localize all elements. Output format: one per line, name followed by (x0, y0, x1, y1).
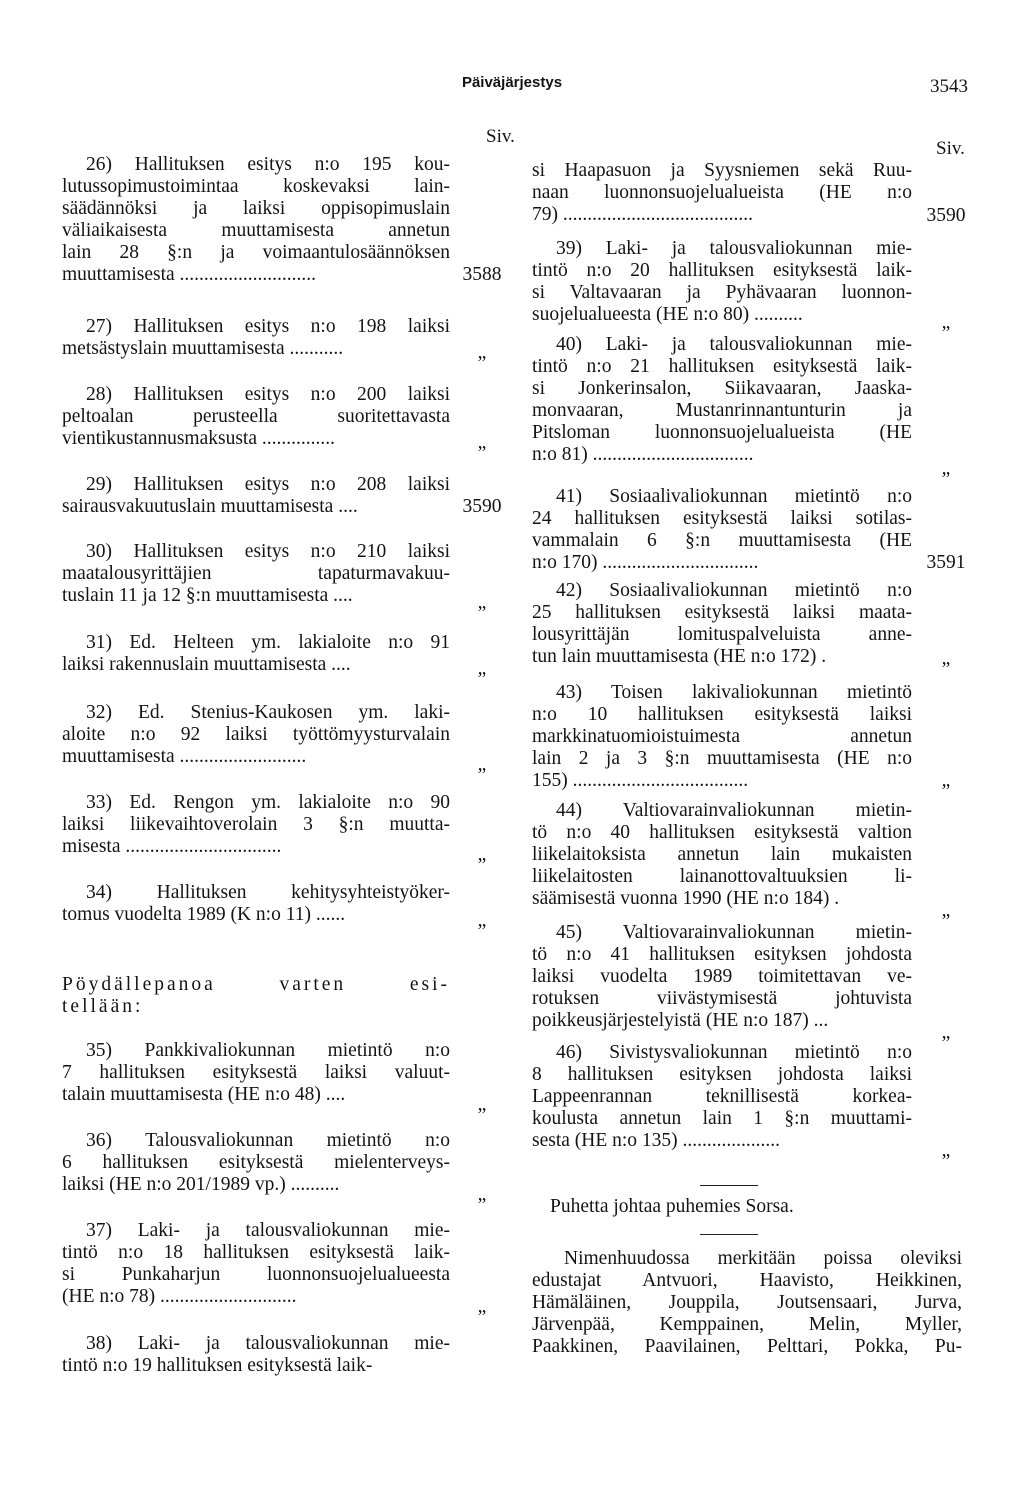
text-line: muuttamisesta .......................... (62, 746, 307, 767)
text-line: si Valtavaaran ja Pyhävaaran luonnon- (532, 282, 912, 303)
page-ref-34: „ (477, 910, 487, 931)
text-line: 8 hallituksen esityksen johdosta laiksi (532, 1064, 912, 1085)
text-line: laiksi liikevaihtoverolain 3 §:n muutta- (62, 814, 450, 835)
page-number: 3543 (930, 76, 968, 97)
text-line: lain 28 §:n ja voimaantulosäännöksen (62, 242, 450, 263)
text-line: metsästyslain muuttamisesta ........... (62, 338, 344, 359)
text-line: poikkeusjärjestelyistä (HE n:o 187) ... (532, 1010, 829, 1031)
agenda-item-29 (62, 474, 450, 518)
text-line: tomus vuodelta 1989 (K n:o 11) ...... (62, 904, 346, 925)
rollcall-paragraph (532, 1248, 962, 1358)
text-line: sesta (HE n:o 135) .................... (532, 1130, 781, 1151)
page-ref-45: „ (941, 1022, 951, 1043)
agenda-item-28 (62, 384, 450, 450)
text-line: tintö n:o 21 hallituksen esityksestä laik- (532, 356, 912, 377)
text-line: laiksi rakennuslain muuttamisesta .... (62, 654, 351, 675)
text-line: koulusta annetun lain 1 §:n muuttami- (532, 1108, 912, 1129)
text-line: 43) Toisen lakivaliokunnan mietintö (556, 682, 912, 703)
agenda-item-44 (532, 800, 912, 910)
text-line: lousyrittäjän lomituspalveluista anne- (532, 624, 912, 645)
text-line: tintö n:o 18 hallituksen esityksestä laik- (62, 1242, 450, 1263)
agenda-item-26 (62, 154, 450, 286)
page-ref-41: 3591 (926, 552, 966, 573)
text-line: si Haapasuon ja Syysniemen sekä Ruu- (532, 160, 912, 181)
text-line: n:o 170) ................................ (532, 552, 759, 573)
text-line: naan luonnonsuojelualueista (HE n:o (532, 182, 912, 203)
section-divider (700, 1234, 758, 1235)
text-line: peltoalan perusteella suoritettavasta (62, 406, 450, 427)
agenda-item-34 (62, 882, 450, 926)
text-line: Pitsloman luonnonsuojelualueista (HE (532, 422, 912, 443)
text-line: 46) Sivistysvaliokunnan mietintö n:o (556, 1042, 912, 1063)
text-line: si Punkaharjun luonnonsuojelualueesta (62, 1264, 450, 1285)
text-line: tö n:o 40 hallituksen esityksestä valtion (532, 822, 912, 843)
text-line: 155) .................................... (532, 770, 749, 791)
text-line: säädännöksi ja laiksi oppisopimuslain (62, 198, 450, 219)
text-line: Lappeenrannan teknillisestä korkea- (532, 1086, 912, 1107)
text-line: vammalain 6 §:n muuttamisesta (HE (532, 530, 912, 551)
text-line: si Jonkerinsalon, Siikavaaran, Jaaska- (532, 378, 912, 399)
text-line: 27) Hallituksen esitys n:o 198 laiksi (86, 316, 450, 337)
text-line: 36) Talousvaliokunnan mietintö n:o (86, 1130, 450, 1151)
text-line: lain 2 ja 3 §:n muuttamisesta (HE n:o (532, 748, 912, 769)
agenda-item-36 (62, 1130, 450, 1196)
text-line: misesta ................................ (62, 836, 282, 857)
text-line: (HE n:o 78) ............................ (62, 1286, 297, 1307)
agenda-item-32 (62, 702, 450, 768)
agenda-item-31 (62, 632, 450, 676)
page-ref-28: „ (477, 432, 487, 453)
text-line: 42) Sosiaalivaliokunnan mietintö n:o (556, 580, 912, 601)
page-ref-31: „ (477, 658, 487, 679)
agenda-item-27 (62, 316, 450, 360)
text-line: 44) Valtiovarainvaliokunnan mietin- (556, 800, 912, 821)
page-ref-26: 3588 (462, 264, 502, 285)
page-ref-44: „ (941, 900, 951, 921)
text-line: Järvenpää, Kemppainen, Melin, Myller, (532, 1314, 962, 1335)
text-line: tintö n:o 20 hallituksen esityksestä laik- (532, 260, 912, 281)
text-line: 30) Hallituksen esitys n:o 210 laiksi (86, 541, 450, 562)
text-line: 35) Pankkivaliokunnan mietintö n:o (86, 1040, 450, 1061)
text-line: 7 hallituksen esityksestä laiksi valuut- (62, 1062, 450, 1083)
text-line: 31) Ed. Helteen ym. lakialoite n:o 91 (86, 632, 450, 653)
text-line: laiksi vuodelta 1989 toimitettavan ve- (532, 966, 912, 987)
agenda-item-38 (62, 1333, 450, 1377)
text-line: laiksi (HE n:o 201/1989 vp.) .......... (62, 1174, 340, 1195)
text-line: 29) Hallituksen esitys n:o 208 laiksi (86, 474, 450, 495)
text-line: säämisestä vuonna 1990 (HE n:o 184) . (532, 888, 840, 909)
text-line: suojelualueesta (HE n:o 80) .......... (532, 304, 803, 325)
text-line: 41) Sosiaalivaliokunnan mietintö n:o (556, 486, 912, 507)
text-line: 24 hallituksen esityksestä laiksi sotilas- (532, 508, 912, 529)
page-ref-37: „ (477, 1296, 487, 1317)
text-line: väliaikaisesta muuttamisesta annetun (62, 220, 450, 241)
text-line: 40) Laki- ja talousvaliokunnan mie- (556, 334, 912, 355)
agenda-item-43 (532, 682, 912, 792)
text-line: 6 hallituksen esityksestä mielenterveys- (62, 1152, 450, 1173)
agenda-item-39 (532, 238, 912, 326)
column-label-right: Siv. (936, 138, 965, 159)
text-line: 33) Ed. Rengon ym. lakialoite n:o 90 (86, 792, 450, 813)
text-line: n:o 10 hallituksen esityksestä laiksi (532, 704, 912, 725)
agenda-item-33 (62, 792, 450, 858)
section-divider (700, 1185, 758, 1186)
text-line: edustajat Antvuori, Haavisto, Heikkinen, (532, 1270, 962, 1291)
chair-note: Puhetta johtaa puhemies Sorsa. (550, 1196, 794, 1217)
text-line: 45) Valtiovarainvaliokunnan mietin- (556, 922, 912, 943)
text-line: n:o 81) ................................. (532, 444, 754, 465)
text-line: muuttamisesta ............................ (62, 264, 317, 285)
text-line: markkinatuomioistuimesta annetun (532, 726, 912, 747)
text-line: aloite n:o 92 laiksi työttömyysturvalain (62, 724, 450, 745)
text-line: monvaaran, Mustanrinnantunturin ja (532, 400, 912, 421)
text-line: 39) Laki- ja talousvaliokunnan mie- (556, 238, 912, 259)
agenda-item-41 (532, 486, 912, 574)
text-line: tö n:o 41 hallituksen esityksen johdosta (532, 944, 912, 965)
text-line: 38) Laki- ja talousvaliokunnan mie- (86, 1333, 450, 1354)
page-ref-38: 3590 (926, 205, 966, 226)
page-ref-30: „ (477, 592, 487, 613)
page-ref-32: „ (477, 754, 487, 775)
text-line: 26) Hallituksen esitys n:o 195 kou- (86, 154, 450, 175)
text-line: vientikustannusmaksusta ............... (62, 428, 335, 449)
page-ref-35: „ (477, 1094, 487, 1115)
text-line: 79) ....................................... (532, 204, 753, 225)
text-line: Paakkinen, Paavilainen, Pelttari, Pokka, Pu- (532, 1336, 962, 1357)
page-ref-43: „ (941, 770, 951, 791)
page-title: Päiväjärjestys (461, 74, 563, 91)
text-line: 28) Hallituksen esitys n:o 200 laiksi (86, 384, 450, 405)
agenda-item-38-continued (532, 160, 912, 226)
page-ref-36: „ (477, 1184, 487, 1205)
text-line: liikelaitosten lainanottovaltuuksien li- (532, 866, 912, 887)
agenda-item-35 (62, 1040, 450, 1106)
tabling-heading: Pöydällepanoa varten esi- tellään: (62, 974, 450, 1017)
agenda-item-30 (62, 541, 450, 607)
text-line: 32) Ed. Stenius-Kaukosen ym. laki- (86, 702, 450, 723)
text-line: Nimenhuudossa merkitään poissa oleviksi (564, 1248, 962, 1269)
text-line: tuslain 11 ja 12 §:n muuttamisesta .... (62, 585, 353, 606)
text-line: maatalousyrittäjien tapaturmavakuu- (62, 563, 450, 584)
page-ref-29: 3590 (462, 496, 502, 517)
text-line: tun lain muuttamisesta (HE n:o 172) . (532, 646, 827, 667)
page-ref-42: „ (941, 648, 951, 669)
agenda-item-45 (532, 922, 912, 1032)
page-ref-33: „ (477, 844, 487, 865)
text-line: rotuksen viivästymisestä johtuvista (532, 988, 912, 1009)
text-line: 34) Hallituksen kehitysyhteistyöker- (86, 882, 450, 903)
agenda-item-46 (532, 1042, 912, 1152)
page-ref-39: „ (941, 312, 951, 333)
page-ref-46: „ (941, 1140, 951, 1161)
text-line: lutussopimustoimintaa koskevaksi lain- (62, 176, 450, 197)
text-line: tintö n:o 19 hallituksen esityksestä laik- (62, 1355, 373, 1376)
agenda-item-37 (62, 1220, 450, 1308)
column-label-left: Siv. (486, 126, 515, 147)
text-line: liikelaitoksista annetun lain mukaisten (532, 844, 912, 865)
agenda-item-40 (532, 334, 912, 466)
page-ref-27: „ (477, 342, 487, 363)
text-line: Hämäläinen, Jouppila, Joutsensaari, Jurva, (532, 1292, 962, 1313)
agenda-item-42 (532, 580, 912, 668)
text-line: 37) Laki- ja talousvaliokunnan mie- (86, 1220, 450, 1241)
page-ref-40: „ (941, 458, 951, 479)
text-line: 25 hallituksen esityksestä laiksi maata- (532, 602, 912, 623)
text-line: sairausvakuutuslain muuttamisesta .... (62, 496, 358, 517)
text-line: talain muuttamisesta (HE n:o 48) .... (62, 1084, 346, 1105)
